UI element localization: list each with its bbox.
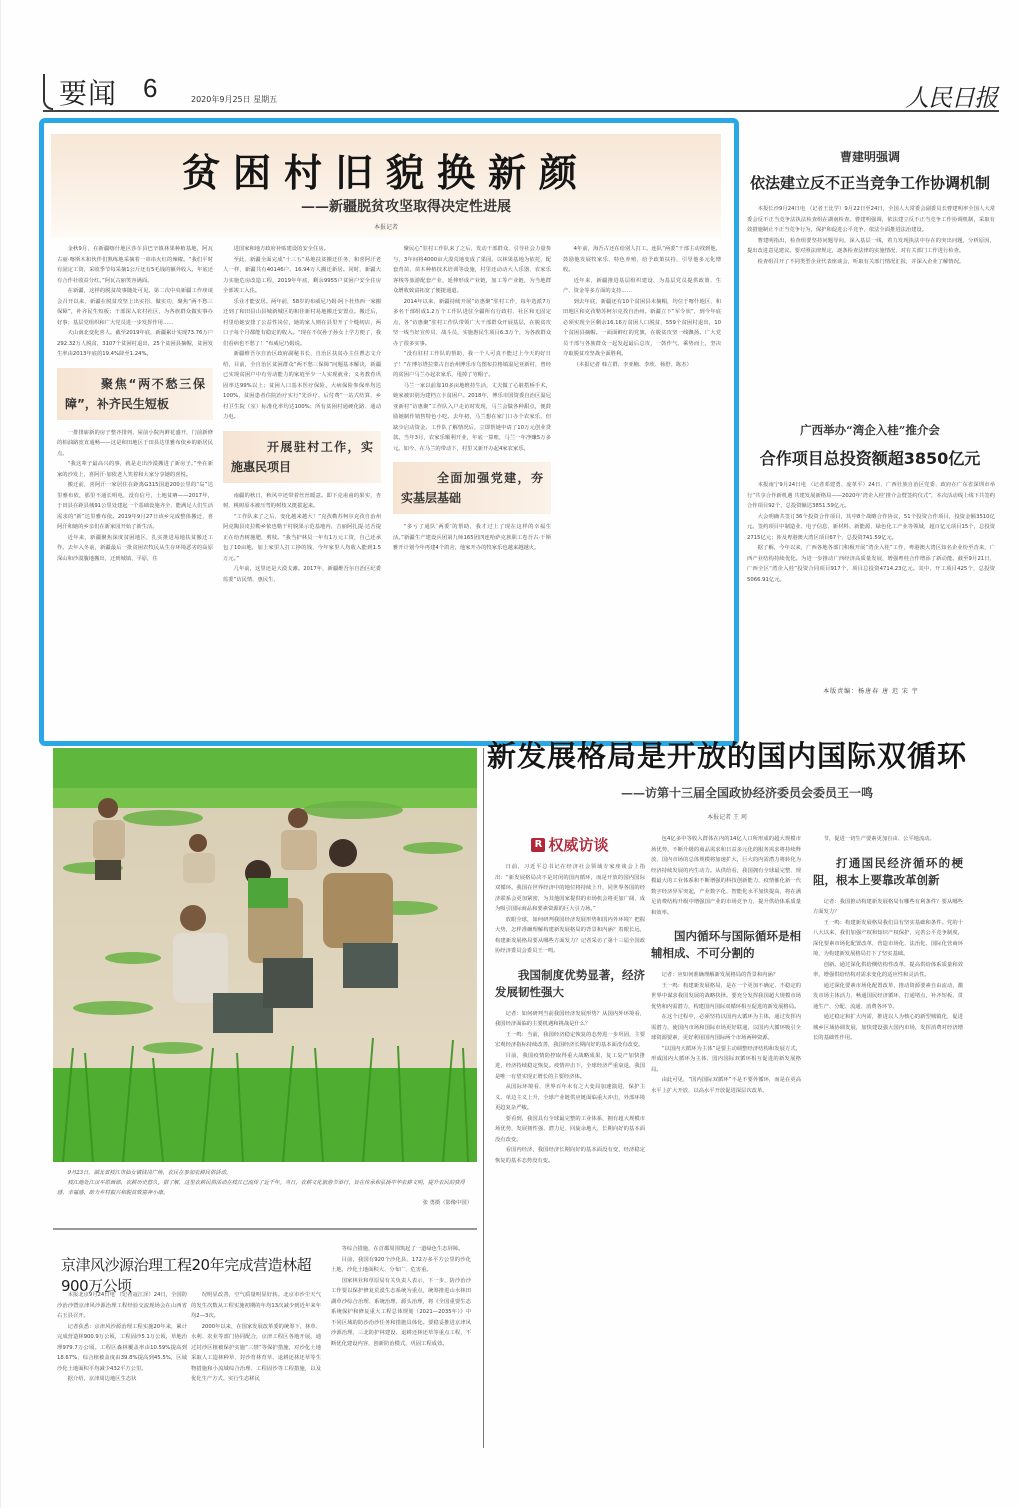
paragraph: 记者获悉：京津风沙源治理工程实施20年来，累计完成营造林900.9万公顷，工程固沙5.1万公顷，草地治理979.7万公顷。工程区森林覆盖率由10.59%提高到18.67%，综合植被盖度由39.8%提高到45.5%，区域沙化土地面积平均减少432平方公里。: [57, 1323, 187, 1372]
paragraph: 通过深化要素市场化配置改革，推动资源要素自由流动，激发市场主体活力，畅通国民经济循环，打通堵点，补齐短板，贯通生产、分配、流通、消费各环节。: [813, 982, 963, 1010]
paragraph: 大会明确共签订36个投资合作项目，其中8个战略合作协议，51个投资合作项目，投资金额3510亿元。签约项目中制造业、电子信息、新材料、新能源、绿色化工产业等领域，超百亿元项目15个，总投资2715亿元；涉及粤港澳大湾区项目67个，总投资741.59亿元。: [747, 513, 995, 541]
interview-column-2: [651, 834, 801, 1096]
paragraph: 日前，习近平总书记在经济社会领域专家座谈会上指出：“新发展格局决不是封闭的国内循环，而是开放的国内国际双循环。我国在世界经济中的地位将持续上升，同世界各国的经济联系会更加紧密，为其他国家提供的市场机会将更加广阔，成为吸引国际商品和要素资源的巨大引力场。”: [495, 864, 645, 912]
interview-byline: 本报记者 王 珂: [707, 814, 747, 821]
paper-logo: 人民日报: [905, 84, 997, 112]
story2-body: [747, 480, 995, 585]
sand-story-headline: 京津风沙源治理工程20年完成营造林超900万公顷: [61, 1256, 312, 1295]
story1-kicker: 曹建明强调: [839, 150, 900, 164]
paragraph: 放眼全球，如何研判我国经济发展形势和国内外环境？把握大势，怎样准确理解构建新发展格局的背景和内涵？着眼长远，构建新发展格局要从哪些方面发力？记者采访了第十三届全国政协经济委员会委员王一鸣。: [495, 916, 645, 954]
interview-badge: [531, 835, 609, 854]
paragraph: 进国家和地方政府补贴建设的安全住房。: [233, 246, 329, 252]
paragraph: 2000年以来，在国家发展改革委的统筹下，林草、水利、农业等部门协同配合，京津工程区各地开展，通过封沙区植被保护实施“三禁”等保护措施，对沙化土地采取人工造林种草、封沙育林育草、退耕还林还草等生物措施和小流域综合治理、工程固沙等工程措施，以及优化生产方式、实行生态移民: [191, 1323, 322, 1382]
paragraph: 节，促进一切生产要素更加自由、公平地流动。: [823, 836, 935, 842]
paragraph: 4年前，海吾古还在给别人打工。连队“两委”干部主动找到他，鼓励他发展牧家乐、特色养殖，给予政策扶持，引导他多元化增收。: [563, 246, 721, 273]
story1-headline: 依法建立反不正当竞争工作协调机制: [749, 174, 990, 192]
story1-body: [747, 204, 995, 267]
paragraph: 记者：应如何准确理解新发展格局的背景和内涵？: [661, 972, 779, 978]
paragraph: 创新。通过深化供给侧结构性改革，提高供给体系质量和效率，增强供给结构对需求变化的适应性和灵活性。: [813, 961, 963, 978]
interview-subtitle: ——访第十三届全国政协经济委员会委员王一鸣: [620, 786, 873, 800]
paragraph: 在这个过程中，必须坚持以国内大循环为主体，通过发挥内需潜力，使国内市场和国际市场更好联通，以国内大循环吸引全球资源要素，更好利用国内国际两个市场两种资源。: [651, 1014, 801, 1041]
paragraph: 搬迁前，喜阿汗一家居住在距离G315国道200公里的“岛”达里雅布依，那里不通长明电，没有信号，土地贫瘠——2017年，于田县在距县城91公里处建起一个基础设施齐全、能满足人们生活需求的“新”达里雅布依。2019年9月27日该乡完成整体搬迁，喜阿汗和她的乡亲们在新家园开始了新生活。: [57, 482, 213, 530]
lead-article-subtitle: ——新疆脱贫攻坚取得决定性进展: [301, 199, 511, 215]
interview-column-3: [813, 834, 963, 1044]
paragraph: 至此，新疆全面完成“十三五”易地扶贫搬迁任务，和喜阿汗老人一样，新疆共有40146户、16.94万人搬迁新居。同时，新疆大力实施危房改造工程，2019年年底，剩余9955户贫困户安全住房全部竣工入住。: [223, 256, 381, 294]
paragraph: （本报记者 韩立群、李亚楠、李欣、杨舒、陈杰）: [573, 361, 692, 368]
paragraph: 金秋9月，在新疆喀什地区莎车县巴辛镇林果种植基地，阿瓦古丽·喀斯木和伙伴们熟练地采摘着一串串火红的辣椒。“我们平时有固定工资，采收季节每采摘1公斤还有5毛钱的额外收入，年底还有合作社收益分红。”阿瓦古丽笑容满面。: [57, 246, 213, 284]
paragraph: 王一鸣：当前，我国经济稳定恢复的态势进一步巩固，主要宏观经济指标持续改善，我国经济长期向好的基本面没有改变。: [495, 1031, 645, 1048]
paragraph: 到去年底，新疆还有10个贫困县未摘帽，均位于喀什地区、和田地区和克孜勒苏柯尔克孜自治州。新疆立下“军令状”，到今年底必须实现全区剩余16.16万贫困人口脱贫，559个贫困村退出，10个贫困县摘帽。一面面鲜红的党旗，在脱贫攻坚一线飘扬。广大党员干部与各族群众一起发起最后总攻，一鼓作气、乘势而上，坚决夺取脱贫攻坚战全面胜利。: [563, 298, 721, 357]
paragraph: 在新疆，这样的脱贫故事随处可见。第二次中央新疆工作座谈会召开以来，新疆在脱贫攻坚上出实招、做实功，聚焦“两不愁三保障”，补齐民生短板；干部深入农村社区，为各族群众做实事办好事；基层党组织和广大党员进一步发挥作用……: [57, 288, 213, 326]
paragraph: 看国内经济，我国经济长期向好的基本面没有变，经济稳定恢复的基本态势没有变。: [495, 1147, 645, 1164]
paragraph: 本报长沙9月24日电 （记者王比学）9月22日至24日，全国人大常委会副委员长曹建明率全国人大常委会反不正当竞争法执法检查组在湖南检查。曹建明强调，依法建立反不正当竞争工作协调机制，采取有效措施制止不正当竞争行为，保护和促进公平竞争，依法全面推进法治建设。: [747, 206, 995, 233]
paragraph: 一排排崭新的房子整齐排列，屋前小院内鲜花盛开，门前新修的柏油路宽直通畅——这是和田地区于田县达里雅布依乡的新居民点。: [57, 429, 213, 457]
paragraph: “工作队来了之后，变化越来越大！”克孜勒苏柯尔克孜自治州阿克陶县皮拉勒乡依也勒干村脱果示范基地内，吉丽阿扎提·达吾提正在给杏树施肥，剪枝。“我当护林员一年有1万元工资，自己还承包了10亩地，加上家里人打工挣的钱，今年家里人均收入能到1.5万元。”: [223, 513, 381, 562]
paragraph: 曹建明指出，检查组要坚持问题导向，深入基层一线，着力发现执法中存在的突出问题，分析原因，提出改进意见建议。要对照法律规定，逐条检查法律的实施情况，对有关部门工作进行检查。: [747, 237, 995, 254]
lead-subhead-3: 全面加强党建，夯实基层基础: [393, 462, 551, 514]
lead-article-byline: 本报记者: [373, 224, 398, 231]
paragraph: 等综合措施，在首都周围筑起了一道绿色生态屏障。: [341, 1246, 464, 1252]
story2-kicker: 广西举办“湾企入桂”推介会: [800, 423, 940, 437]
paragraph: 从国际环境看，世界百年未有之大变局加速演进，保护主义、单边主义上升，全球产业链供应链面临重大冲击，外部环境更趋复杂严峻。: [495, 1084, 645, 1111]
paragraph: 马兰一家以前靠10多亩地维持生活，丈夫做了心脏搭桥手术，她家被识别为建档立卡贫困户。2018年，博乐市国资委自治区温尼亚新村“访惠聚”工作队入户走访时发现，马兰会做各种甜点，便鼓励她制作销售特色小吃。去年初，马兰想在家门口办个农家乐，但缺少启动资金。工作队了解情况后，立即帮她申请了10万元创业贷款。当年3月，农家乐顺利开业，年底一算账，马兰一年净赚5万多元。如今，在马兰的带动下，村里又新开办起4家农家乐。: [393, 382, 551, 452]
photo-credit: 张 勇摄（影像中国）: [422, 1200, 472, 1206]
photo-caption: [57, 1168, 472, 1208]
paragraph: 近年来，新疆推进基层组织建设，为基层党员提供政策、生产、资金等多方面的支持……: [563, 277, 721, 294]
issue-date: 2020年9月25日 星期五: [191, 95, 278, 104]
page-editor-line: 本版责编：杨唐春 唐 迟 宋 宇: [823, 688, 919, 695]
story2-headline: 合作项目总投资额超3850亿元: [759, 449, 981, 468]
divider: [53, 1228, 477, 1230]
paragraph: 国家林业和草原局有关负责人表示，下一步，防沙治沙工作要以保护修复荒漠生态系统为重点，统筹推进山水林田湖草沙综合治理、系统治理、源头治理，将《全国重要生态系统保护和修复重大工程总体规划（2021—2035年）》中不同区域的防沙治沙任务和措施具体化。要稳妥推进京津风沙源治理、三北防护林建设、退耕还林还草等重点工程，不断优化建设内容，创新防治模式，巩固工程成效。: [331, 1277, 471, 1347]
news-photo-rice-paddy: [53, 748, 477, 1162]
paragraph: “以国内大循环为主体”是要主动调整经济结构和发展方式，形成国内大循环为主体、国内国际双循环相互促进的新发展格局。: [651, 1045, 801, 1073]
badge-label: 权威访谈: [548, 835, 609, 854]
interview-title: 新发展格局是开放的国内国际双循环: [487, 739, 968, 773]
paragraph: 本报北京9月24日电 （记者寇江泽）24日，全国防沙治沙暨京津风沙源治理工程经验交流现场会在山西省右玉县召开。: [57, 1292, 187, 1319]
paragraph: 几年前，这里还是大漠戈滩。2017年，新疆维吾尔自治区纪委监委”访民情、惠民生、: [223, 566, 381, 583]
paragraph: 由此可见，“国内国际双循环”不是不要外循环，而是在更高水平上扩大开放，以高水平开放促进深层次改革。: [651, 1077, 801, 1094]
lead-article-title: 贫困村旧貌换新颜: [181, 151, 590, 195]
paragraph: 2014年以来，新疆持续开展“访惠聚”驻村工作，每年选派7万多名干部组成1.2万个工作队进驻全疆所有行政村、社区和无固定点，各“访惠聚”驻村工作队带领广大干部群众开展基层，在脱贫攻坚一线当好宣传员、战斗员，实施惠民生项目6.3万个，为各族群众办了很多实事。: [393, 298, 551, 347]
r-badge-icon: R: [531, 838, 545, 852]
paragraph: “我这辈子最高兴的事，就是走出沙漠搬进了新房子。”坐在新家的沙发上，喜阿汗·加依老人笑着和大家分享她的喜悦。: [57, 461, 213, 478]
section-name: 要闻: [59, 77, 118, 110]
sand-story-column-3: [331, 1244, 471, 1349]
paragraph: 本报南宁9月24日电 （记者邓建勇、庞革平）24日，广西壮族自治区党委、政府在广东省深圳市举行“共享合作新机遇 共建发展新格局——2020年‘湾企入桂’推介会暨签约仪式”，本次活动线上线下共签约合作项目92个，总投资额达3851.59亿元。: [747, 482, 995, 509]
masthead: [43, 72, 999, 112]
paragraph: 检查组召开了不同类型企业代表座谈会，听取有关部门情况汇报，并深入企业了解情况。: [757, 258, 965, 265]
photo-caption-line-2: 枝江地处江汉平原西部，农耕历史悠久。据了解，这里农耕民俗活动在枝江已流传了近千年。当日，农耕文化旅游节举行，旨在传承和弘扬中华农耕文明，提升农民的获得感、幸福感，助力乡村振兴和脱贫致富奔小康。: [57, 1180, 465, 1196]
interview-subhead-2: 国内循环与国际循环是相辅相成、不可分割的: [651, 929, 801, 960]
paragraph: 目前，我国疫情防控取得重大战略成果，复工复产加快推进，经济持续稳定恢复。疫情冲击下，全球经济严重衰退，我国是唯一有望实现正增长的主要经济体。: [495, 1052, 645, 1080]
paragraph: 近年来，新疆聚焦深度贫困地区，扎实推进易地扶贫搬迁工作。去年入冬前，新疆最后一批贫困农牧民从生存环境恶劣的高原深山和沙漠腹地搬出，迁到城镇、平原，住: [57, 534, 213, 562]
paragraph: 乐业才能安居。两年前，58岁的布威尼乃姆·阿卜杜热西一家搬迁到了和田县山县城新城区的和佳新村易地搬迁安置点。搬迁后，村里给她安排了公益性岗位，她的家人则在县里开了个缝纫店，两口子每个月都能有稳定的收入。“现在不仅孙子孙女上学方便了，我们看病也不愁了！”布威尼乃姆说。: [223, 298, 381, 347]
paragraph: 记者：我国推动构建新发展格局有哪些有利条件？要从哪些方面发力？: [813, 898, 963, 915]
interview-column-1: [495, 835, 645, 1166]
lead-subhead-1: 聚焦“两不愁三保障”，补齐民生短板: [57, 368, 213, 420]
paragraph: 要看到，我国具有全球最完整的工业体系，拥有超大规模市场优势，发展韧性强、潜力足、回旋余地大，长期向好的基本面没有改变。: [495, 1115, 645, 1143]
paragraph: “多亏了通队‘两委’的帮助，我才过上了现在这样的幸福生活。”新疆生产建设兵团第九师165团四连哈萨克族职工卷吾古·干斯雅开计划今年再建4个鸽舍，他家开办的牧家乐也越来越越火。: [393, 524, 551, 551]
column-divider: [483, 748, 484, 1448]
sand-story-column-2: [191, 1290, 321, 1385]
paragraph: 包4亿多中等收入群体在内的14亿人口所形成的超大规模市场优势，不断升级的商品需求和日益多元化的服务需求将持续释放，国内市场的总体规模将加速扩大，巨大的内需潜力将转化为经济持续发展的内生动力。从供给看，我国拥有全球最完整、规模最大的工业体系和不断增强的科技创新能力，疫情催化新一代数字经济异军突起，产业数字化、智能化水平加快提高，将在满足消费结构升级中增强国产业的市场竞争力，提升供给体系质量和效率。: [651, 836, 801, 916]
lead-subhead-2: 开展驻村工作，实施惠民项目: [223, 431, 381, 483]
section-bracket-decoration: [43, 74, 53, 110]
photo-caption-line-1: 9月23日，湖北省枝江市仙女镇钱岗广场，农民在参加农耕民俗活动。: [67, 1170, 232, 1176]
paragraph: 记者：如何研判当前我国经济发展形势？从国内外环境看，我国经济面临的主要机遇和挑战是什么？: [495, 1010, 645, 1027]
interview-subhead-1: 我国制度优势显著，经济发展韧性强大: [495, 967, 645, 999]
paragraph: 据介绍，京津周边地区生态状: [67, 1376, 137, 1382]
paragraph: 王一鸣：构建新发展格局，是在一个更加不确定、不稳定的世界中谋求我国发展的战略抉择。要充分发挥我国超大规模市场优势和内需潜力，构建国内国际双循环相互促进的新发展格局。: [651, 982, 801, 1010]
interview-subhead-3: 打通国民经济循环的梗阻，根本上要靠改革创新: [813, 855, 963, 887]
selection-highlight-box: [39, 118, 739, 746]
paragraph: 目前，我国有920个沙化县、172万多平方公里的沙化土地，沙化土地面积大、分布广、危害重。: [331, 1256, 471, 1273]
paragraph: 聚民心”驻村工作队来了之后，发动干部群众，引导社会力量参与，3年间将4000亩大漠荒地变成了果园。以林果基地为依托，配套育苗、苗木种植技术培训等设施，村里还动动大人乐器、农家乐客栈等旅游配套产业，延伸形成产业链，加工等产业链，为当地群众增收致富拓宽了便捷通道。: [393, 246, 551, 294]
paragraph: 新疆维吾尔自治区政府副秘书长、自治区扶贫办主任曹志文介绍，目前，全自治区贫困群众“两不愁三保障”问题基本解决，新疆已实现贫困户中有劳动能力的家庭至少一人实现就业；义务教育巩固率达99%以上；贫困人口基本医疗保险、大病保险参保率均达100%，贫困患者住院治疗实行“先诊疗、后付费”一站式结算，乡村卫生院（室）标准化率均达100%；所有贫困村通硬化路、通动力电。: [223, 351, 381, 420]
paragraph: 天山南北变化喜人。截至2019年底，新疆累计实现73.76万户292.32万人脱贫，3107个贫困村退出，25个贫困县摘帽，贫困发生率由2013年底的19.4%降至1.24%。: [57, 330, 213, 357]
paragraph: 南疆的秋日，秋风中还带着丝丝暖意。即下克甫甫的果实，杏树、桃树原本被压弯的树枝又挺拔起来。: [223, 492, 381, 509]
paragraph: “没有驻村工作队的帮助，我一个人可真不能过上今天的好日子！”在博尔塔拉蒙古自治州博乐市乌图布拉格镇温尼亚新村，曾经的贫困户马兰办起农家乐，甩掉了穷帽子。: [393, 351, 551, 378]
paragraph: 况明显改善，空气质量明显好转。北京市沙尘天气的发生次数从工程实施初期的年均13次减少到近年来年均2—3次。: [191, 1292, 321, 1319]
page-number: 6: [143, 73, 158, 103]
paragraph: 通过稳定和扩大内需，推进以人为核心的新型城镇化，促进城乡区域协调发展，加快建设强大国内市场，发挥消费对经济增长的基础性作用。: [813, 1014, 963, 1041]
photo-illustration: [53, 748, 477, 1162]
paragraph: 据了解，今年以来，广西各地各部门积极开展“湾企入桂”工作，粤港澳大湾区知名企业纷至沓来，广西产业结构持续优化。为进一步推动广西经济高质量发展，增强粤桂合作增添了新动能。截至9月21日，广西全区“湾企入桂”投资合同项目917个，项目总投资4714.23亿元。其中，开工项目425个，总投资5066.91亿元。: [747, 545, 995, 583]
paragraph: 王一鸣：构建新发展格局我们具有坚实基础和条件。党的十八大以来，我们加强产权和知识产权保护，完善公平竞争制度，深化要素市场化配置改革，营造市场化、法治化、国际化营商环境，为构建新发展格局打下了坚实基础。: [813, 919, 963, 957]
sand-story-column-1: [57, 1290, 187, 1385]
